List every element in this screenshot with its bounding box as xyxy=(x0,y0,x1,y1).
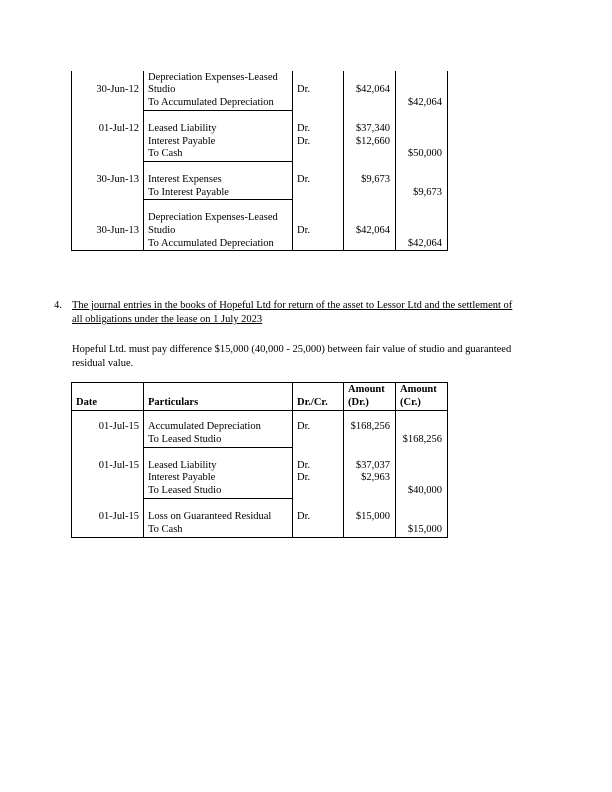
entry-amount-dr: $168,256 xyxy=(350,421,390,432)
header-amount-dr: Amount xyxy=(348,384,385,395)
section-heading-line: all obligations under the lease on 1 July 2023 xyxy=(72,314,263,325)
entry-amount-dr: $37,340 xyxy=(355,123,390,134)
section-heading-line: The journal entries in the books of Hopeful Ltd for return of the asset to Lessor Ltd and the settlement of xyxy=(72,300,513,311)
entry-particular: Accumulated Depreciation xyxy=(148,421,261,432)
entry-particular: Leased Liability xyxy=(148,123,217,134)
entry-particular: To Cash xyxy=(148,524,183,535)
table1-border-right xyxy=(447,71,448,251)
entry-particular: Depreciation Expenses-Leased xyxy=(148,212,278,223)
entry-particular: Interest Expenses xyxy=(148,174,222,185)
section-paragraph-line: Hopeful Ltd. must pay difference $15,000 (40,000 - 25,000) between fair value of studio and guaranteed xyxy=(72,344,512,355)
entry-date: 30-Jun-12 xyxy=(96,84,139,95)
entry-drcr: Dr. xyxy=(297,421,311,432)
header-drcr: Dr./Cr. xyxy=(297,397,328,408)
entry-particular: Studio xyxy=(148,225,176,236)
entry-drcr: Dr. xyxy=(297,225,311,236)
entry-drcr: Dr. xyxy=(297,84,311,95)
header-amount-dr-label: (Dr.) xyxy=(348,397,369,408)
entry-particular: To Accumulated Depreciation xyxy=(148,238,274,249)
table2-row-separator xyxy=(143,498,292,499)
table2-bottom-border xyxy=(71,537,448,538)
header-particulars: Particulars xyxy=(148,397,199,408)
entry-particular: To Interest Payable xyxy=(148,187,229,198)
entry-amount-dr: $12,660 xyxy=(355,136,390,147)
entry-amount-dr: $37,037 xyxy=(355,460,390,471)
header-amount-cr: Amount xyxy=(400,384,437,395)
section-number: 4. xyxy=(54,300,62,311)
table2-header-border xyxy=(71,410,448,411)
table1-divider-drcr xyxy=(343,71,344,251)
entry-amount-dr: $42,064 xyxy=(355,225,390,236)
entry-amount-dr: $2,963 xyxy=(361,472,390,483)
entry-amount-cr: $15,000 xyxy=(407,524,442,535)
entry-particular: Loss on Guaranteed Residual xyxy=(148,511,272,522)
entry-particular: Interest Payable xyxy=(148,472,216,483)
entry-drcr: Dr. xyxy=(297,136,311,147)
table2-divider-particulars xyxy=(292,382,293,537)
table2-border-right xyxy=(447,382,448,537)
table1-bottom-border xyxy=(71,250,448,251)
table1-border-left xyxy=(71,71,72,251)
entry-particular: Studio xyxy=(148,84,176,95)
table2-top-border xyxy=(71,382,448,383)
entry-date: 01-Jul-15 xyxy=(98,511,139,522)
entry-date: 01-Jul-15 xyxy=(98,460,139,471)
entry-date: 01-Jul-15 xyxy=(98,421,139,432)
entry-amount-cr: $42,064 xyxy=(407,238,442,249)
table2-divider-date xyxy=(143,382,144,537)
entry-particular: To Accumulated Depreciation xyxy=(148,97,274,108)
entry-amount-dr: $42,064 xyxy=(355,84,390,95)
entry-particular: To Leased Studio xyxy=(148,434,222,445)
header-date: Date xyxy=(76,397,97,408)
entry-particular: Interest Payable xyxy=(148,136,216,147)
entry-particular: To Leased Studio xyxy=(148,485,222,496)
entry-amount-cr: $9,673 xyxy=(413,187,442,198)
entry-particular: Depreciation Expenses-Leased xyxy=(148,72,278,83)
entry-drcr: Dr. xyxy=(297,123,311,134)
entry-particular: To Cash xyxy=(148,148,183,159)
table1-divider-particulars xyxy=(292,71,293,251)
entry-amount-cr: $42,064 xyxy=(407,97,442,108)
entry-date: 30-Jun-13 xyxy=(96,225,139,236)
table2-row-separator xyxy=(143,447,292,448)
entry-drcr: Dr. xyxy=(297,460,311,471)
entry-date: 01-Jul-12 xyxy=(98,123,139,134)
section-paragraph-line: residual value. xyxy=(72,358,134,369)
entry-date: 30-Jun-13 xyxy=(96,174,139,185)
table1-row-separator xyxy=(143,110,292,111)
entry-amount-cr: $168,256 xyxy=(402,434,442,445)
table1-row-separator xyxy=(143,161,292,162)
entry-drcr: Dr. xyxy=(297,472,311,483)
table1-row-separator xyxy=(143,199,292,200)
entry-drcr: Dr. xyxy=(297,174,311,185)
table2-divider-dr xyxy=(395,382,396,537)
header-amount-cr-label: (Cr.) xyxy=(400,397,421,408)
entry-particular: Leased Liability xyxy=(148,460,217,471)
entry-drcr: Dr. xyxy=(297,511,311,522)
entry-amount-dr: $9,673 xyxy=(361,174,390,185)
entry-amount-cr: $40,000 xyxy=(407,485,442,496)
entry-amount-cr: $50,000 xyxy=(407,148,442,159)
entry-amount-dr: $15,000 xyxy=(355,511,390,522)
